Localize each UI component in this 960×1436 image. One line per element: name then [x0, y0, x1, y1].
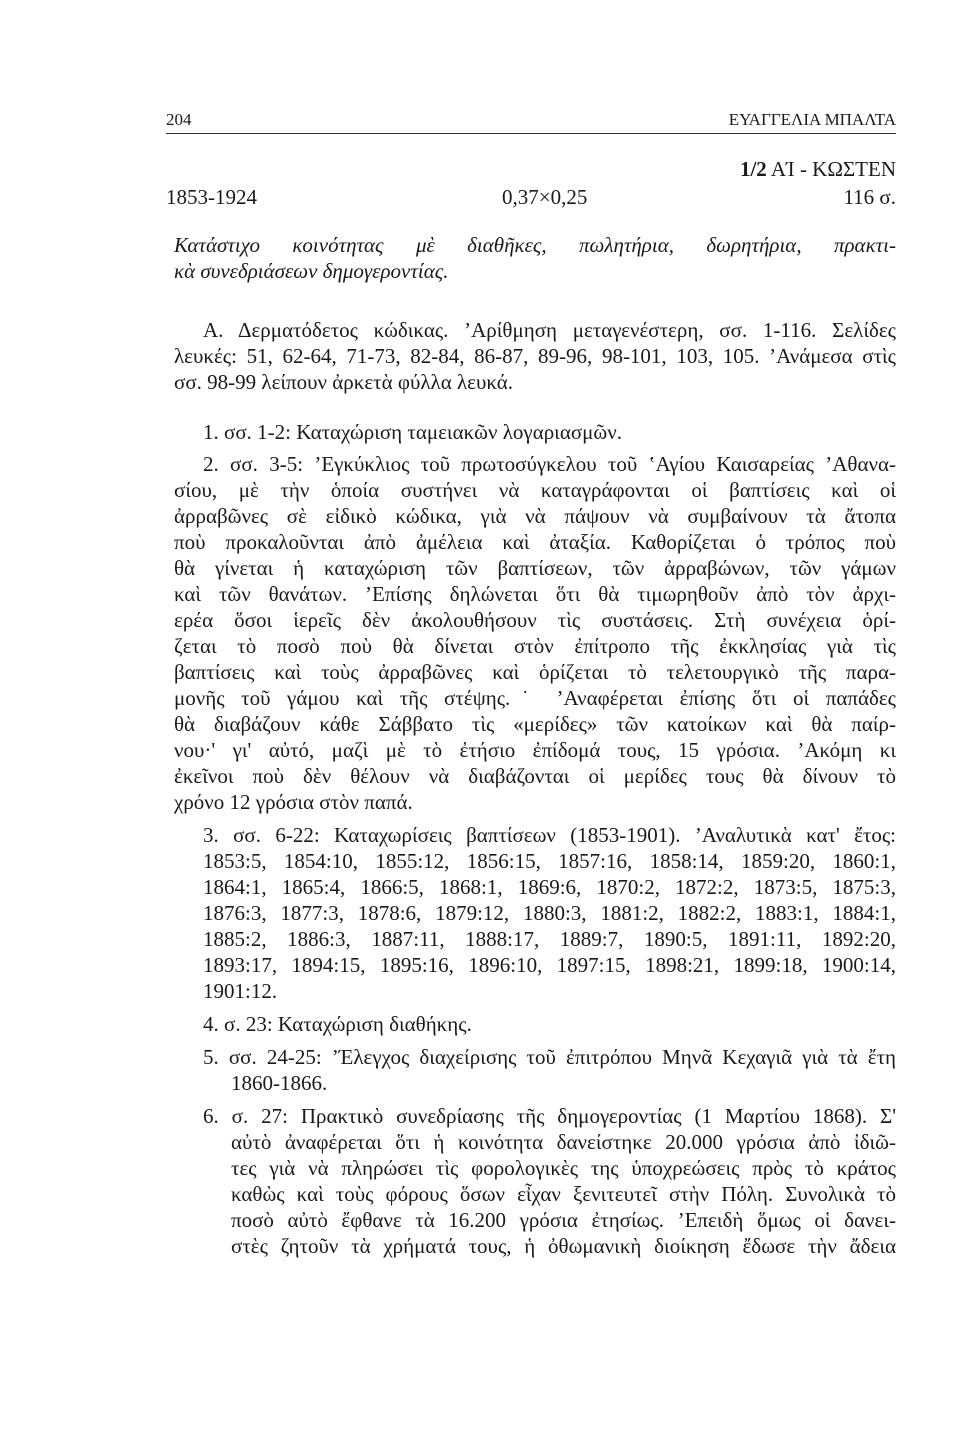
item-line: 1864:1, 1865:4, 1866:5, 1868:1, 1869:6, 1870:2, 1872:2, 1873:5, 1875:3,: [203, 875, 896, 899]
item-line: βαπτίσεις καὶ τοὺς ἀρραβῶνες καὶ ὁρίζεται τὸ τελετουργικὸ τῆς παρα-: [174, 660, 896, 684]
content-list: [174, 419, 896, 1259]
item-line: ἐκεῖνοι ποὺ δὲν θέλουν νὰ διαβάζονται οἱ μερίδες τους θὰ δίνουν τὸ: [174, 764, 896, 788]
running-title: ΕΥΑΓΓΕΛΙΑ ΜΠΑΛΤΑ: [728, 110, 896, 129]
content-item-6: [174, 1103, 896, 1259]
item-line: 1853:5, 1854:10, 1855:12, 1856:15, 1857:16, 1858:14, 1859:20, 1860:1,: [203, 849, 896, 873]
entry-title: [174, 232, 896, 284]
page-number: 204: [166, 110, 192, 129]
content-item-1: [174, 419, 896, 445]
item-line: 1876:3, 1877:3, 1878:6, 1879:12, 1880:3, 1881:2, 1882:2, 1883:1, 1884:1,: [203, 901, 896, 925]
item-line: νου·' γι' αὐτό, μαζὶ μὲ τὸ ἐτήσιο ἐπίδομά τους, 15 γρόσια. ʼΑκόμη κι: [174, 738, 896, 762]
item-line: 6. σ. 27: Πρακτικὸ συνεδρίασης τῆς δημογεροντίας (1 Μαρτίου 1868). Σ': [203, 1104, 896, 1128]
item-line: στὲς ζητοῦν τὰ χρήματά τους, ἡ ὀθωμανικὴ διοίκηση ἔδωσε τὴν ἄδεια: [231, 1234, 896, 1258]
item-line: αὐτὸ ἀναφέρεται ὅτι ἡ κοινότητα δανείστηκε 20.000 γρόσια ἀπὸ ἰδιῶ-: [231, 1130, 896, 1154]
description-line: λευκές: 51, 62-64, 71-73, 82-84, 86-87, 89-96, 98-101, 103, 105. ʼΑνάμεσα στὶς: [174, 344, 896, 368]
title-line: Κατάστιχο κοινότητας μὲ διαθῆκες, πωλητήρια, δωρητήρια, πρακτι-: [174, 233, 896, 257]
header-rule: [166, 133, 896, 134]
content-item-3: [174, 822, 896, 1004]
content-item-5: [174, 1044, 896, 1096]
physical-description: [174, 317, 896, 395]
item-line: ποὺ προκαλοῦνται ἀπὸ ἀμέλεια καὶ ἀταξία. Καθορίζεται ὁ τρόπος ποὺ: [174, 530, 896, 554]
item-line: ερέα ὅσοι ἱερεῖς δὲν ἀκολουθήσουν τὶς συστάσεις. Στὴ συνέχεια ὁρί-: [174, 608, 896, 632]
entry-code-rest: ΑΊ - ΚΩΣΤΕΝ: [766, 157, 896, 181]
item-line: 1. σσ. 1-2: Καταχώριση ταμειακῶν λογαριασμῶν.: [203, 420, 622, 444]
item-line: 1885:2, 1886:3, 1887:11, 1888:17, 1889:7, 1890:5, 1891:11, 1892:20,: [203, 927, 896, 951]
description-line: σσ. 98-99 λείπουν ἀρκετὰ φύλλα λευκά.: [174, 370, 514, 394]
entry-years: 1853-1924: [166, 185, 257, 209]
entry-code: [740, 157, 896, 182]
item-line: σίου, μὲ τὴν ὁποία συστήνει νὰ καταγράφονται οἱ βαπτίσεις καὶ οἱ: [174, 478, 896, 502]
item-line: 4. σ. 23: Καταχώριση διαθήκης.: [203, 1012, 472, 1036]
item-line: χρόνο 12 γρόσια στὸν παπά.: [174, 790, 413, 814]
content-item-4: [174, 1011, 896, 1037]
item-line: καὶ τῶν θανάτων. ʼΕπίσης δηλώνεται ὅτι θὰ τιμωρηθοῦν ἀπὸ τὸν ἀρχι-: [174, 582, 896, 606]
content-item-2: [174, 451, 896, 815]
entry-code-number: 1/2: [739, 157, 767, 181]
item-line: ποσὸ αὐτὸ ἔφθανε τὰ 16.200 γρόσια ἐτησίως. ʼΕπειδὴ ὅμως οἱ δανει-: [231, 1208, 896, 1232]
description-line: Α. Δερματόδετος κώδικας. ʼΑρίθμηση μεταγενέστερη, σσ. 1-116. Σελίδες: [203, 318, 896, 342]
entry-dimensions: 0,37×0,25: [502, 185, 588, 209]
item-line: 3. σσ. 6-22: Καταχωρίσεις βαπτίσεων (1853-1901). ʼΑναλυτικὰ κατ' ἔτος:: [203, 823, 896, 847]
item-line: τες γιὰ νὰ πληρώσει τὶς φορολογικὲς της ὑποχρεώσεις πρὸς τὸ κράτος: [231, 1156, 896, 1180]
item-line: θὰ διαβάζουν κάθε Σάββατο τὶς «μερίδες» τῶν κατοίκων καὶ θὰ παίρ-: [174, 712, 896, 736]
title-line: κὰ συνεδριάσεων δημογεροντίας.: [174, 259, 449, 283]
item-line: καθὼς καὶ τοὺς φόρους ὅσων εἶχαν ξενιτευτεῖ στὴν Πόλη. Συνολικὰ τὸ: [231, 1182, 896, 1206]
item-line: 2. σσ. 3-5: ʼΕγκύκλιος τοῦ πρωτοσύγκελου τοῦ ʽΑγίου Καισαρείας ʼΑθανα-: [203, 452, 896, 476]
item-line: ζεται τὸ ποσὸ ποὺ θὰ δίνεται στὸν ἐπίτροπο τῆς ἐκκλησίας γιὰ τὶς: [174, 634, 896, 658]
item-line: μονῆς τοῦ γάμου καὶ τῆς στέψης.˙ ʼΑναφέρεται ἐπίσης ὅτι οἱ παπάδες: [174, 686, 896, 710]
item-line: 1901:12.: [203, 979, 278, 1003]
item-line: 1893:17, 1894:15, 1895:16, 1896:10, 1897:15, 1898:21, 1899:18, 1900:14,: [203, 953, 896, 977]
entry-pages: 116 σ.: [843, 185, 896, 209]
item-line: 1860-1866.: [231, 1071, 328, 1095]
item-line: ἀρραβῶνες σὲ εἰδικὸ κώδικα, γιὰ νὰ πάψουν νὰ συμβαίνουν τὰ ἄτοπα: [174, 504, 896, 528]
item-line: θὰ γίνεται ἡ καταχώριση τῶν βαπτίσεων, τῶν ἀρραβώνων, τῶν γάμων: [174, 556, 896, 580]
item-line: 5. σσ. 24-25: ʼΈλεγχος διαχείρισης τοῦ ἐπιτρόπου Μηνᾶ Κεχαγιᾶ γιὰ τὰ ἔτη: [203, 1045, 896, 1069]
